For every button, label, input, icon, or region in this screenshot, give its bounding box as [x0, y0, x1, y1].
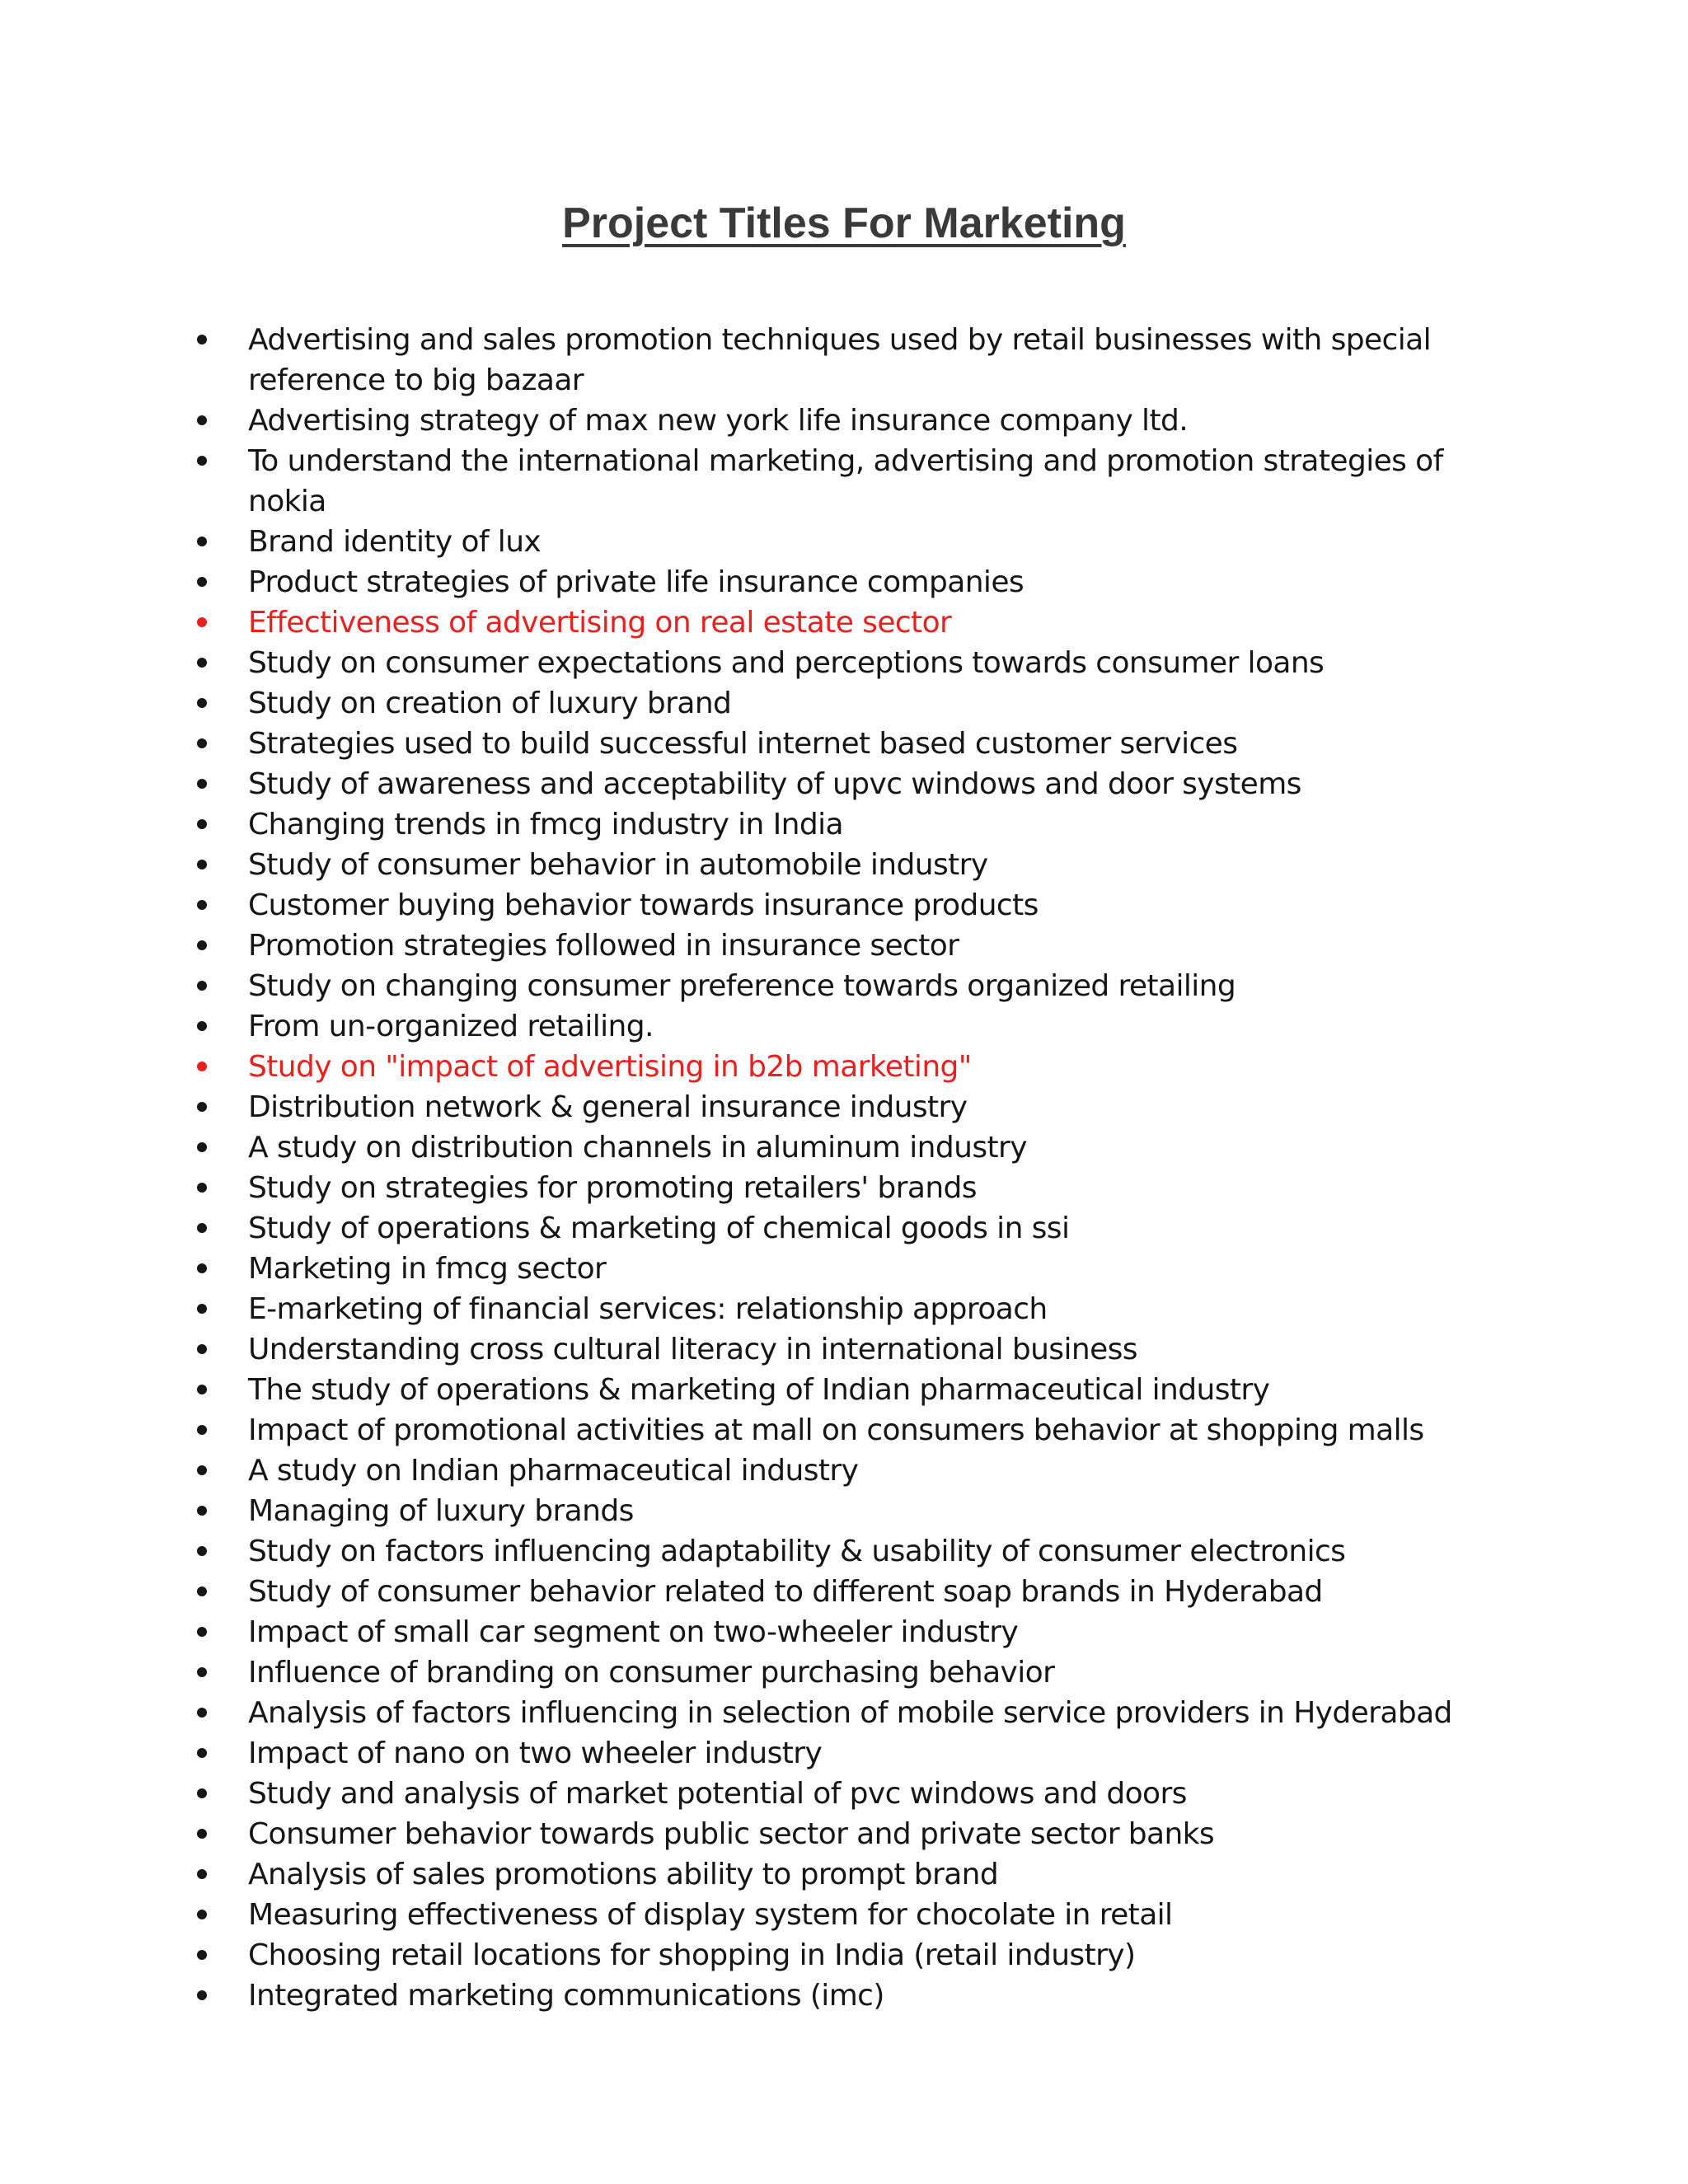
list-item-text: Study on creation of luxury brand [248, 687, 732, 720]
list-item [0, 1693, 1517, 1733]
list-item [0, 1774, 1517, 1814]
bullet-icon [197, 940, 207, 950]
list-item-text: Study on consumer expectations and perceptions towards consumer loans [248, 646, 1325, 680]
list-item [0, 1329, 1517, 1370]
list-item [0, 1612, 1517, 1652]
list-item-text: Product strategies of private life insurance companies [248, 565, 1025, 599]
bullet-icon [197, 900, 207, 910]
list-item [0, 1370, 1517, 1410]
bullet-icon [197, 335, 207, 344]
bullet-icon [197, 1183, 207, 1193]
bullet-icon [197, 1223, 207, 1233]
list-item [0, 683, 1517, 724]
list-item-text: Measuring effectiveness of display system for chocolate in retail [248, 1898, 1173, 1932]
list-item-text: Brand identity of lux [248, 525, 542, 559]
list-item [0, 643, 1517, 683]
bullet-icon [197, 537, 207, 546]
list-item-text: Study of operations & marketing of chemical goods in ssi [248, 1212, 1070, 1245]
list-item-text: To understand the international marketing, advertising and promotion strategies of nokia [248, 444, 1443, 518]
list-item-text: Influence of branding on consumer purchasing behavior [248, 1656, 1055, 1690]
bullet-icon [197, 658, 207, 668]
bullet-icon [197, 1910, 207, 1919]
bullet-icon [197, 1788, 207, 1798]
list-item-text: Choosing retail locations for shopping in India (retail industry) [248, 1938, 1136, 1972]
list-item [0, 764, 1517, 804]
list-item [0, 1410, 1517, 1451]
list-item-text: A study on distribution channels in aluminum industry [248, 1131, 1027, 1165]
list-item-text: Consumer behavior towards public sector and private sector banks [248, 1817, 1215, 1851]
list-item [0, 1451, 1517, 1491]
bullet-icon [197, 779, 207, 789]
bullet-icon [197, 1586, 207, 1596]
bullet-icon [197, 1506, 207, 1516]
project-title-list [0, 320, 1688, 2016]
bullet-icon [197, 415, 207, 425]
list-item [0, 1895, 1517, 1935]
bullet-icon [197, 1465, 207, 1475]
bullet-icon [197, 1829, 207, 1839]
list-item [0, 441, 1517, 522]
list-item-text: Study on "impact of advertising in b2b marketing" [248, 1050, 972, 1084]
list-item-text: Impact of nano on two wheeler industry [248, 1736, 823, 1770]
bullet-icon [197, 1142, 207, 1152]
bullet-icon [197, 1102, 207, 1112]
list-item [0, 1854, 1517, 1895]
list-item-text: Impact of small car segment on two-wheeler industry [248, 1615, 1019, 1649]
bullet-icon [197, 1627, 207, 1637]
list-item [0, 1531, 1517, 1572]
list-item-text: Effectiveness of advertising on real estate sector [248, 606, 952, 640]
list-item-text: E-marketing of financial services: relationship approach [248, 1292, 1048, 1326]
list-item-text: Marketing in fmcg sector [248, 1252, 607, 1286]
list-item [0, 1168, 1517, 1208]
list-item-text: A study on Indian pharmaceutical industry [248, 1454, 859, 1488]
bullet-icon [197, 1950, 207, 1960]
bullet-icon [197, 1385, 207, 1394]
list-item [0, 966, 1517, 1006]
list-item [0, 804, 1517, 845]
document-title: Project Titles For Marketing [562, 199, 1126, 247]
bullet-icon [197, 860, 207, 869]
bullet-icon [197, 1748, 207, 1758]
list-item [0, 1208, 1517, 1249]
list-item [0, 1935, 1517, 1975]
bullet-icon [197, 1667, 207, 1677]
list-item [0, 1249, 1517, 1289]
list-item-text: Strategies used to build successful internet based customer services [248, 727, 1238, 761]
bullet-icon [197, 1990, 207, 2000]
list-item [0, 1975, 1517, 2016]
bullet-icon [197, 698, 207, 708]
list-item [0, 1572, 1517, 1612]
bullet-icon [197, 1304, 207, 1314]
list-item [0, 320, 1517, 401]
list-item-text: Promotion strategies followed in insurance sector [248, 929, 959, 963]
list-item-text: Customer buying behavior towards insurance products [248, 888, 1039, 922]
bullet-icon [197, 1708, 207, 1718]
list-item-text: Study of consumer behavior related to different soap brands in Hyderabad [248, 1575, 1323, 1609]
bullet-icon [197, 1546, 207, 1556]
bullet-icon [197, 577, 207, 587]
list-item-text: Study on changing consumer preference towards organized retailing [248, 969, 1236, 1003]
list-item [0, 724, 1517, 764]
list-item [0, 1652, 1517, 1693]
list-item [0, 1289, 1517, 1329]
list-item-text: Advertising strategy of max new york life insurance company ltd. [248, 404, 1189, 438]
bullet-icon [197, 819, 207, 829]
list-item-text: Analysis of factors influencing in selection of mobile service providers in Hyderabad [248, 1696, 1452, 1730]
list-item-text: Analysis of sales promotions ability to prompt brand [248, 1858, 999, 1891]
bullet-icon [197, 981, 207, 991]
list-item [0, 845, 1517, 885]
list-item-text: Managing of luxury brands [248, 1494, 634, 1528]
list-item-text: Understanding cross cultural literacy in international business [248, 1333, 1137, 1366]
bullet-icon [197, 738, 207, 748]
bullet-icon [197, 456, 207, 466]
list-item-text: Study on factors influencing adaptability & usability of consumer electronics [248, 1535, 1346, 1568]
list-item [0, 1087, 1517, 1127]
list-item-text: Study on strategies for promoting retailers' brands [248, 1171, 977, 1205]
list-item [0, 401, 1517, 441]
list-item-text: Advertising and sales promotion techniques used by retail businesses with special reference to big bazaar [248, 323, 1431, 397]
bullet-icon [197, 617, 207, 627]
bullet-icon [197, 1344, 207, 1354]
list-item-text: Changing trends in fmcg industry in India [248, 808, 843, 841]
list-item-text: The study of operations & marketing of Indian pharmaceutical industry [248, 1373, 1270, 1407]
bullet-icon [197, 1425, 207, 1435]
bullet-icon [197, 1021, 207, 1031]
list-item [0, 1047, 1517, 1087]
bullet-icon [197, 1263, 207, 1273]
list-item [0, 522, 1517, 562]
list-item [0, 1733, 1517, 1774]
list-item [0, 1491, 1517, 1531]
list-item-text: Study of consumer behavior in automobile industry [248, 848, 988, 882]
list-item [0, 926, 1517, 966]
list-item [0, 1127, 1517, 1168]
list-item [0, 885, 1517, 926]
list-item-text: Impact of promotional activities at mall on consumers behavior at shopping malls [248, 1413, 1424, 1447]
bullet-icon [197, 1062, 207, 1071]
list-item [0, 602, 1517, 643]
list-item [0, 1814, 1517, 1854]
list-item-text: Integrated marketing communications (imc) [248, 1979, 884, 2013]
list-item-text: Study of awareness and acceptability of upvc windows and door systems [248, 767, 1301, 801]
list-item-text: Distribution network & general insurance industry [248, 1090, 968, 1124]
list-item-text: From un-organized retailing. [248, 1010, 654, 1043]
list-item [0, 1006, 1517, 1047]
bullet-icon [197, 1869, 207, 1879]
list-item-text: Study and analysis of market potential of pvc windows and doors [248, 1777, 1187, 1811]
list-item [0, 562, 1517, 602]
